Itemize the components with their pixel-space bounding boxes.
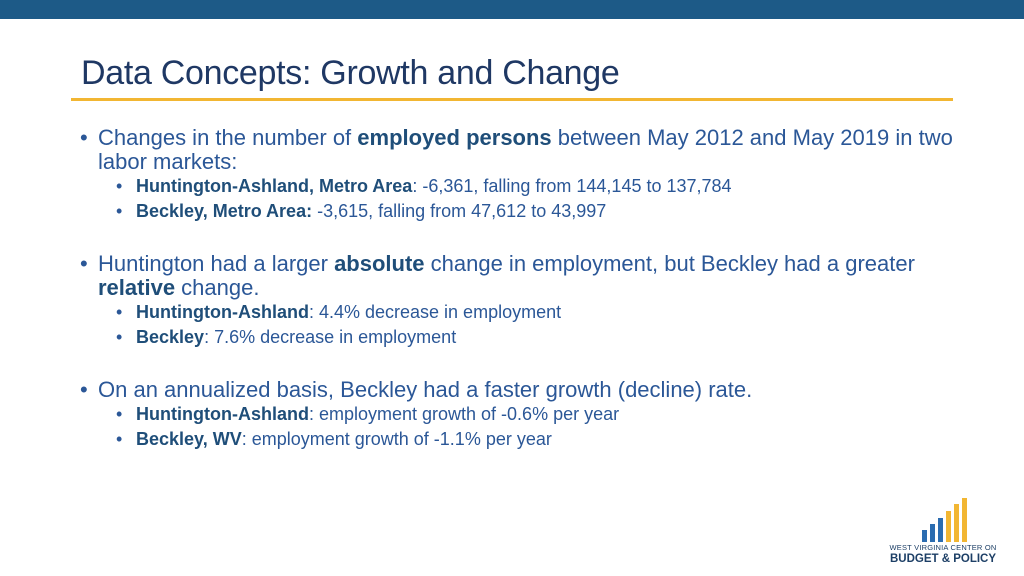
bullet-group-1: [80, 126, 960, 224]
bullet-bold-text: employed persons: [357, 125, 552, 150]
sub-bullet-label: Huntington-Ashland, Metro Area: [136, 176, 413, 196]
bar-chart-icon: [922, 498, 968, 542]
bullet-text: Changes in the number of: [98, 125, 358, 150]
top-banner: [0, 0, 1024, 19]
slide-content: [80, 126, 960, 480]
sub-bullet-text: : 4.4% decrease in employment: [308, 302, 562, 322]
title-underline: [71, 98, 953, 101]
wv-budget-policy-logo: [878, 498, 1008, 568]
bullet-item: [80, 378, 960, 402]
sub-bullet-text: -3,615, falling from 47,612 to 43,997: [312, 201, 607, 221]
sub-bullet-item: [80, 199, 960, 224]
logo-bar: [922, 530, 927, 542]
sub-bullet-text: : employment growth of -1.1% per year: [241, 429, 552, 449]
logo-bar: [938, 518, 943, 542]
slide-title: Data Concepts: Growth and Change: [81, 54, 620, 92]
sub-bullet-text: : 7.6% decrease in employment: [204, 327, 457, 347]
logo-bar: [946, 511, 951, 542]
sub-bullet-item: [80, 300, 960, 325]
bullet-item: [80, 126, 960, 174]
bullet-bold-text: absolute: [334, 251, 425, 276]
sub-bullet-label: Beckley, Metro Area:: [136, 201, 313, 221]
logo-bar: [954, 504, 959, 542]
bullet-group-2: [80, 252, 960, 350]
bullet-text: change in employment, but Beckley had a greater: [424, 251, 915, 276]
bullet-text: Huntington had a larger: [98, 251, 335, 276]
bullet-text: change.: [175, 275, 260, 300]
sub-bullet-label: Huntington-Ashland: [136, 302, 309, 322]
bullet-group-3: [80, 378, 960, 452]
bullet-text: between May 2012 and May 2019 in two labor markets:: [98, 125, 953, 174]
bullet-bold-text: relative: [98, 275, 176, 300]
sub-bullet-label: Huntington-Ashland: [136, 404, 309, 424]
sub-bullet-text: : -6,361, falling from 144,145 to 137,784: [412, 176, 732, 196]
sub-bullet-label: Beckley: [136, 327, 205, 347]
sub-bullet-item: [80, 174, 960, 199]
logo-bar: [962, 498, 967, 542]
logo-bar: [930, 524, 935, 542]
bullet-text: On an annualized basis, Beckley had a faster growth (decline) rate.: [98, 377, 753, 402]
sub-bullet-item: [80, 427, 960, 452]
sub-bullet-item: [80, 402, 960, 427]
logo-text-line2: BUDGET & POLICY: [889, 553, 997, 565]
logo-text-line1: WEST VIRGINIA CENTER ON: [889, 543, 997, 552]
sub-bullet-text: : employment growth of -0.6% per year: [308, 404, 620, 424]
bullet-item: [80, 252, 960, 300]
sub-bullet-label: Beckley, WV: [136, 429, 242, 449]
sub-bullet-item: [80, 325, 960, 350]
